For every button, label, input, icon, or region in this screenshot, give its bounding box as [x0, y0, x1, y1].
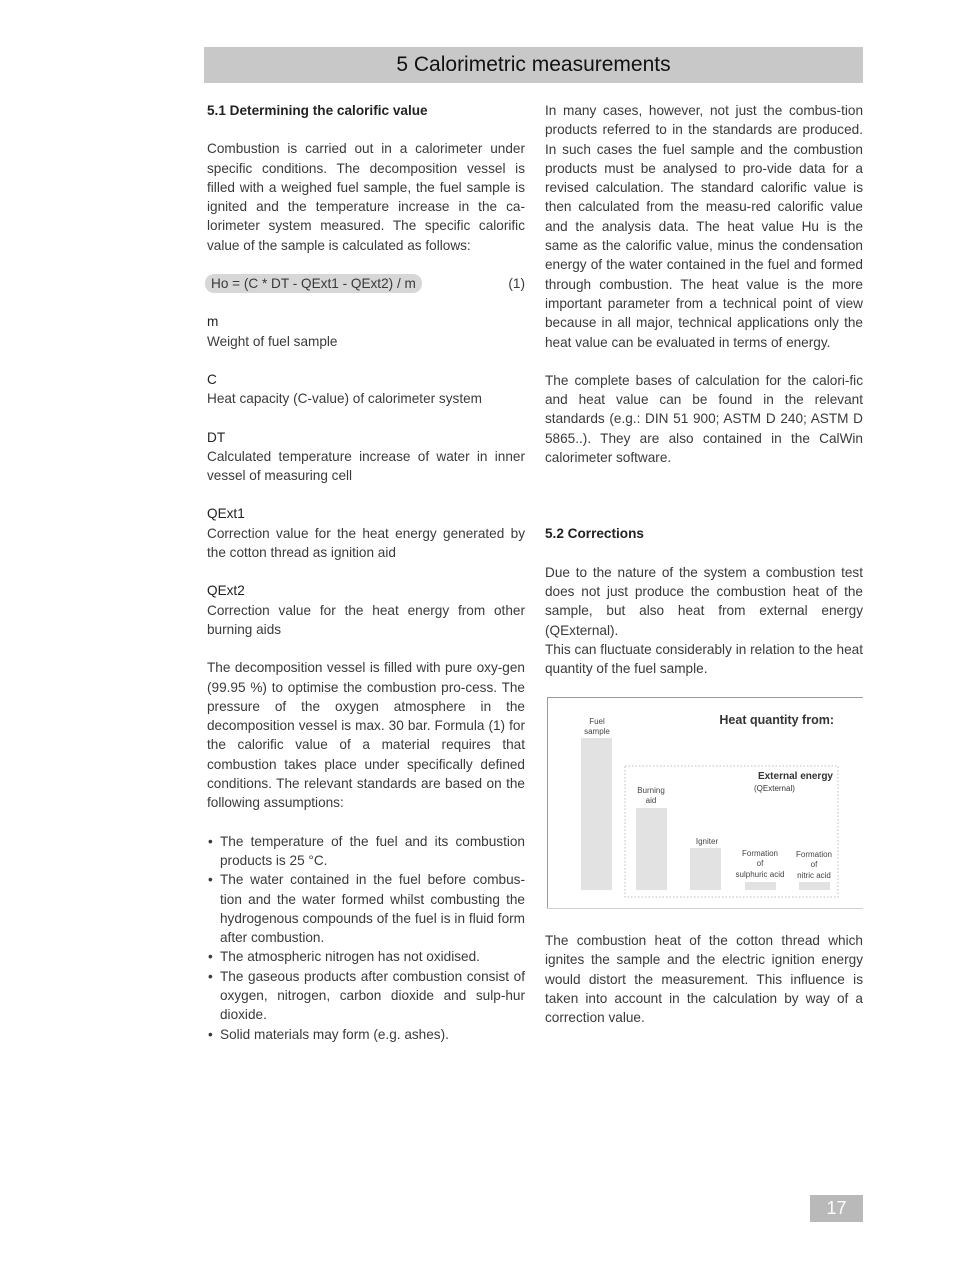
formula-number: (1) [508, 276, 525, 292]
term-description: Correction value for the heat energy from other burning aids [207, 602, 525, 637]
cotton-thread-paragraph: The combustion heat of the cotton thread which ignites the sample and the electric ignition energy would distort the measurement. This influence is taken into account in the calculation by way of a correction value. [545, 933, 863, 1026]
external-energy-title: External energy [757, 771, 833, 782]
list-item: • The gaseous products after combustion consist of oxygen, nitrogen, carbon dioxide and sulp-hur dioxide. [207, 967, 525, 1025]
term-description: Calculated temperature increase of water in inner vessel of measuring cell [207, 448, 525, 484]
heat-quantity-figure [547, 697, 863, 909]
bar-label-burning: aid [645, 796, 657, 805]
left-column [207, 101, 525, 1044]
term-name: QExt2 [207, 583, 245, 599]
bar-nitric-acid [799, 882, 830, 890]
bar-label-sulphuric: Formation [741, 849, 779, 858]
term-name: m [207, 314, 219, 330]
bar-label-nitric: nitric acid [797, 871, 831, 880]
external-energy-subtitle: (QExternal) [754, 784, 795, 793]
calorific-formula: Ho = (C * DT - QExt1 - QExt2) / m [205, 274, 422, 293]
bar-fuel-sample [581, 738, 612, 890]
bar-label-nitric: of [810, 860, 818, 869]
figure-title: Heat quantity from: [719, 713, 834, 727]
corrections-paragraph: Due to the nature of the system a combustion test does not just produce the combustion heat of the sample, but also heat from external energy (QExternal). [545, 564, 863, 638]
term-name: C [207, 371, 217, 387]
chapter-header [204, 47, 863, 83]
section-title-5-2: 5.2 Corrections [545, 526, 644, 542]
bar-label-sulphuric: sulphuric acid [735, 870, 785, 879]
heat-quantity-diagram [547, 697, 863, 909]
fluctuation-paragraph: This can fluctuate considerably in relation to the heat quantity of the fuel sample. [545, 641, 863, 677]
intro-paragraph: Combustion is carried out in a calorimeter under specific conditions. The decomposition vessel is filled with a weighed fuel sample, the fuel sample is ignited and the temperature increase in the ca-lorimeter system measured. The specific calorific value of the sample is calculated as follows: [207, 141, 525, 253]
right-column-bottom [545, 931, 863, 1027]
list-item: • The temperature of the fuel and its combustion products is 25 °C. [207, 832, 525, 871]
right-column [545, 101, 863, 678]
section-title-5-1: 5.1 Determining the calorific value [207, 103, 428, 118]
bar-label-fuel: sample [584, 727, 610, 736]
bar-label-igniter: Igniter [695, 837, 719, 846]
term-name: DT [207, 429, 226, 445]
bar-label-fuel: Fuel [589, 717, 605, 726]
bar-label-nitric: Formation [795, 850, 833, 859]
bar-burning-aid [636, 808, 667, 890]
list-item: • The water contained in the fuel before combus-tion and the water formed whilst combusting the hydrogenous compounds of the fuel is in fluid form after combustion. [207, 870, 525, 947]
page-number: 17 [810, 1195, 863, 1222]
bar-igniter [690, 848, 721, 890]
bar-label-sulphuric: of [756, 859, 764, 868]
chapter-title: 5 Calorimetric measurements [396, 53, 671, 76]
term-description: Weight of fuel sample [207, 333, 338, 349]
formula-row [207, 274, 525, 293]
bar-sulphuric-acid [745, 882, 776, 890]
list-item: • The atmospheric nitrogen has not oxidised. [207, 947, 525, 966]
calculation-bases-paragraph: The complete bases of calculation for the calori-fic and heat value can be found in the relevant standards (e.g.: DIN 51 900; ASTM D 240; ASTM D 5865..). They are also contained in the CalWin calorimeter software. [545, 372, 863, 466]
term-name: QExt1 [207, 506, 245, 522]
assumptions-list [207, 832, 525, 1044]
term-description: Correction value for the heat energy generated by the cotton thread as ignition aid [207, 525, 525, 561]
standards-paragraph: In many cases, however, not just the combus-tion products referred to in the standards are produced. In such cases the fuel sample and the combustion products must be analysed to pro-vide data for a revised calculation. The standard calorific value is then calculated from the measu-red calorific value and the analysis data. The heat value Hu is the same as the calorific value, minus the condensation energy of the water contained in the fuel and formed through combustion. The heat value is the more important parameter from a technical point of view because in all major, technical applications only the heat value can be evaluated in terms of energy. [545, 103, 863, 350]
oxygen-paragraph: The decomposition vessel is filled with pure oxy-gen (99.95 %) to optimise the combustion pro-cess. The pressure of the oxygen atmosphere in the decomposition vessel is max. 30 bar. Formula (1) for the calorific value of a material requires that combustion takes place under specifically defined conditions. The relevant standards are based on the following assumptions: [207, 660, 525, 811]
list-item: • Solid materials may form (e.g. ashes). [207, 1025, 525, 1044]
term-description: Heat capacity (C-value) of calorimeter system [207, 391, 482, 407]
bar-label-burning: Burning [637, 786, 665, 795]
